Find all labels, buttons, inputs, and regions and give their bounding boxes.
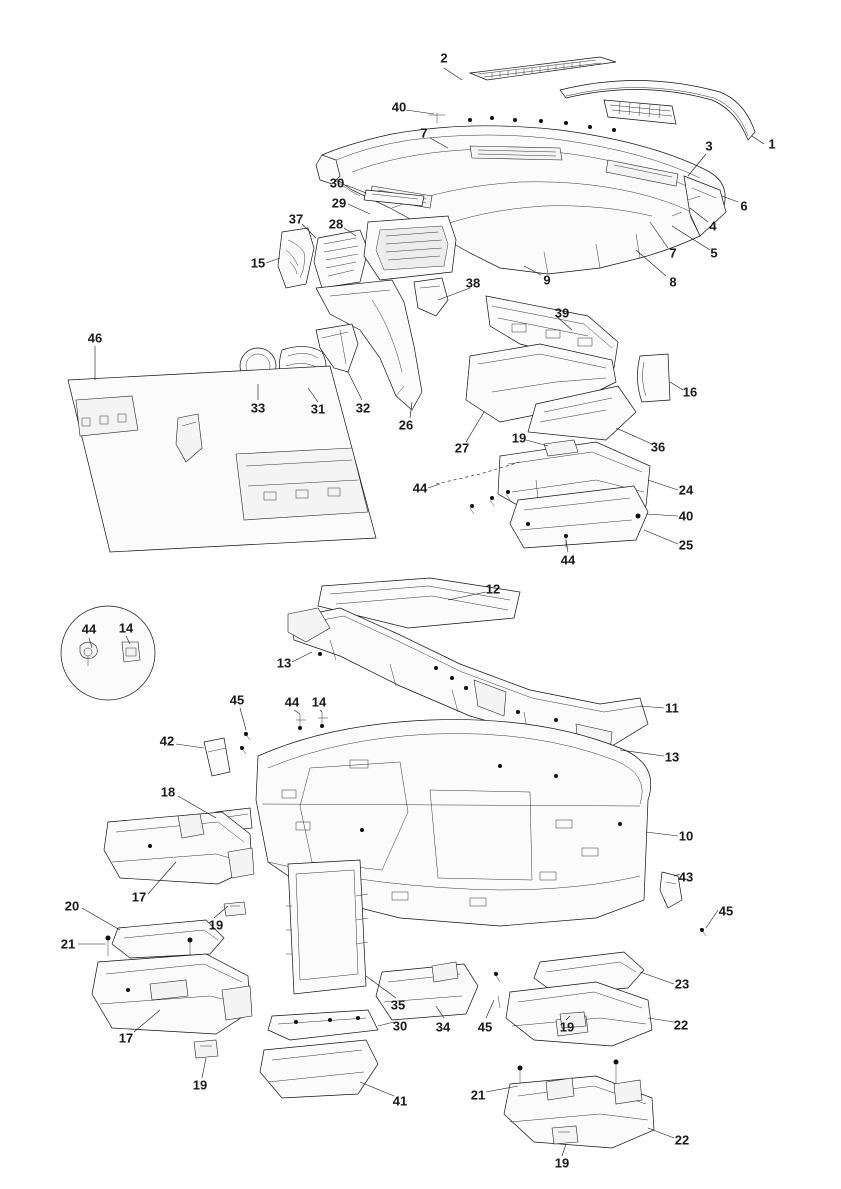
callout-40: 40	[391, 99, 407, 115]
part-19-clip-bottom	[552, 1126, 578, 1144]
callout-7a: 7	[420, 125, 428, 141]
callout-37: 37	[288, 211, 304, 227]
part-30-lower-strip	[268, 1010, 378, 1040]
callout-38: 38	[465, 275, 481, 291]
callout-19e: 19	[554, 1155, 570, 1171]
callout-42: 42	[159, 733, 175, 749]
callout-44c: 44	[81, 621, 97, 637]
part-41-bin	[260, 1040, 378, 1098]
callout-46: 46	[87, 330, 103, 346]
callout-5: 5	[710, 245, 718, 261]
part-17-knee-bolster-upper	[104, 812, 254, 884]
callout-14b: 14	[311, 694, 327, 710]
callout-19d: 19	[192, 1077, 208, 1093]
callout-2: 2	[440, 50, 448, 66]
callout-44a: 44	[412, 480, 428, 496]
part-20-trim-strip	[112, 917, 224, 958]
callout-40b: 40	[678, 508, 694, 524]
callout-4: 4	[709, 218, 717, 234]
callout-12: 12	[485, 581, 501, 597]
callout-43: 43	[678, 869, 694, 885]
callout-6: 6	[740, 198, 748, 214]
part-38-side-bracket	[414, 278, 448, 316]
callout-13b: 13	[664, 749, 680, 765]
callout-30a: 30	[329, 175, 345, 191]
part-17-knee-bolster-lower	[92, 954, 252, 1034]
callout-7b: 7	[669, 245, 677, 261]
callout-33: 33	[250, 400, 266, 416]
callout-35: 35	[390, 997, 406, 1013]
callout-26: 26	[398, 417, 414, 433]
callout-15: 15	[250, 255, 266, 271]
callout-39: 39	[554, 305, 570, 321]
callout-36: 36	[650, 439, 666, 455]
callout-3: 3	[705, 138, 713, 154]
callout-19b: 19	[208, 917, 224, 933]
callout-14a: 14	[118, 620, 134, 636]
part-19-clip-lower-left	[194, 1040, 218, 1058]
callout-28: 28	[328, 216, 344, 232]
callout-30b: 30	[392, 1018, 408, 1034]
callout-8: 8	[669, 274, 677, 290]
part-15-vent-bezel	[278, 228, 314, 288]
callout-10: 10	[678, 828, 694, 844]
callout-20: 20	[64, 898, 80, 914]
callout-9: 9	[543, 272, 551, 288]
callout-18: 18	[160, 784, 176, 800]
part-46-assembly-sheet	[68, 366, 376, 552]
callout-21b: 21	[470, 1087, 486, 1103]
callout-31: 31	[310, 401, 326, 417]
callout-41: 41	[392, 1093, 408, 1109]
callout-27: 27	[454, 440, 470, 456]
callout-44d: 44	[284, 694, 300, 710]
callout-13a: 13	[276, 655, 292, 671]
callout-24: 24	[678, 482, 694, 498]
part-16-cover	[637, 354, 670, 402]
part-22-knee-bolster-lower	[504, 1076, 654, 1148]
callout-19c: 19	[559, 1019, 575, 1035]
part-44-14-detail-circle	[61, 606, 155, 700]
part-44-14-clips	[296, 712, 328, 730]
callout-25: 25	[678, 537, 694, 553]
callout-23: 23	[674, 976, 690, 992]
callout-45a: 45	[229, 692, 245, 708]
part-3-strip	[604, 100, 676, 124]
part-19-clip-upper	[224, 902, 246, 916]
callout-22b: 22	[674, 1132, 690, 1148]
callout-17b: 17	[118, 1030, 134, 1046]
part-45-screw-center	[494, 972, 500, 1008]
callout-34: 34	[435, 1019, 451, 1035]
part-29-cluster-hood	[364, 216, 456, 280]
callout-1: 1	[768, 136, 776, 152]
callout-45b: 45	[718, 903, 734, 919]
part-35-center-stack	[286, 860, 368, 994]
callout-32: 32	[355, 400, 371, 416]
callout-16: 16	[682, 384, 698, 400]
callout-29: 29	[331, 195, 347, 211]
callout-44b: 44	[560, 552, 576, 568]
part-42-bracket	[204, 738, 230, 776]
callout-11: 11	[665, 700, 679, 716]
callout-21a: 21	[60, 936, 76, 952]
callout-22a: 22	[673, 1017, 689, 1033]
callout-45c: 45	[477, 1019, 493, 1035]
callout-17a: 17	[131, 889, 147, 905]
part-28-cluster-bezel	[314, 230, 368, 288]
callout-19a: 19	[511, 430, 527, 446]
part-2-trim-strip	[470, 57, 616, 80]
